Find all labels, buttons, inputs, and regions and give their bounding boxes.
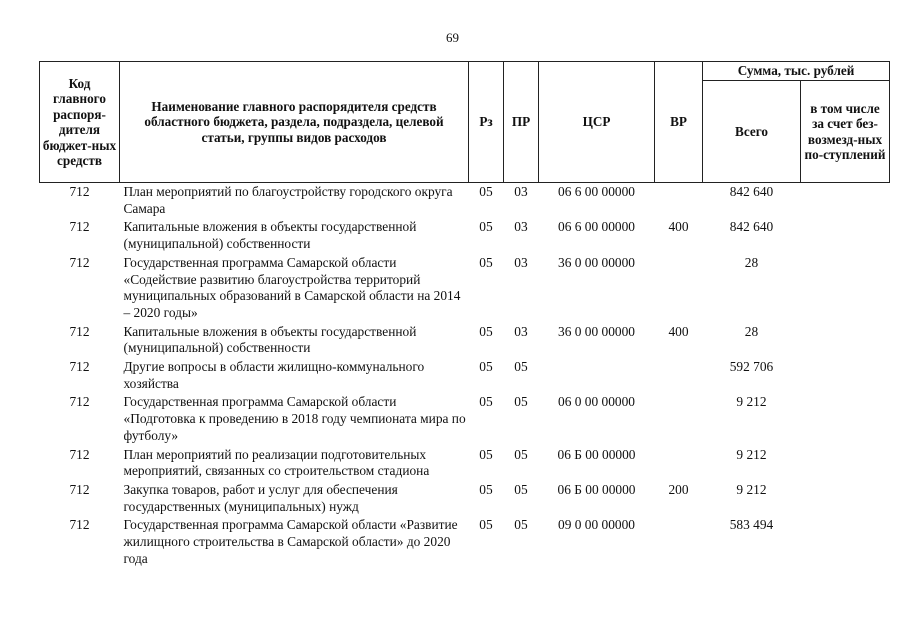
- header-vr: ВР: [655, 62, 703, 183]
- cell-code: 712: [69, 481, 90, 497]
- table-row: [40, 218, 890, 253]
- cell-name: Закупка товаров, работ и услуг для обеспечения государственных (муниципальных) нужд: [123, 481, 398, 514]
- cell-pr: 03: [514, 184, 528, 199]
- cell-csr: 06 6 00 00000: [558, 184, 635, 199]
- cell-rz: 05: [479, 219, 493, 235]
- cell-name: Государственная программа Самарской области «Содействие развитию благоустройства территорий муниципальных образований в Самарской области на 2014 – 2020 годы»: [123, 254, 461, 320]
- cell-csr: 09 0 00 00000: [558, 517, 635, 533]
- cell-pr: 05: [514, 481, 528, 497]
- cell-rz: 05: [479, 359, 493, 375]
- cell-vr: [655, 393, 703, 445]
- cell-rz: 05: [479, 254, 493, 270]
- cell-pr: 05: [514, 446, 528, 462]
- cell-rz: 05: [479, 481, 493, 497]
- cell-code: 712: [69, 359, 90, 375]
- cell-name: Другие вопросы в области жилищно-коммунального хозяйства: [123, 359, 425, 391]
- cell-total: 28: [744, 254, 759, 270]
- header-name: Наименование главного распорядителя средств областного бюджета, раздела, подраздела, целевой статьи, группы видов расходов: [120, 62, 469, 183]
- cell-incl: [801, 446, 890, 481]
- cell-incl: [801, 218, 890, 253]
- cell-vr: [655, 183, 703, 219]
- cell-incl: [801, 254, 890, 323]
- table-row: [40, 254, 890, 323]
- cell-pr: 03: [514, 323, 528, 339]
- cell-code: 712: [69, 394, 90, 410]
- table-row: [40, 323, 890, 358]
- cell-csr: 06 0 00 00000: [558, 394, 635, 410]
- cell-rz: 05: [479, 323, 493, 339]
- cell-name: Капитальные вложения в объекты государственной (муниципальной) собственности: [123, 219, 417, 252]
- cell-incl: [801, 393, 890, 445]
- cell-total: 842 640: [729, 184, 774, 199]
- table-row: [40, 481, 890, 516]
- cell-vr: [655, 358, 703, 393]
- header-sum-group: Сумма, тыс. рублей: [703, 62, 890, 81]
- cell-csr: 06 Б 00 00000: [557, 481, 636, 497]
- cell-rz: 05: [479, 394, 493, 410]
- cell-pr: 05: [514, 359, 528, 375]
- cell-pr: 03: [514, 254, 528, 270]
- cell-name: Государственная программа Самарской области «Развитие жилищного строительства в Самарской области» до 2020 года: [123, 517, 458, 566]
- cell-code: 712: [69, 446, 90, 462]
- cell-name: План мероприятий по благоустройству городского округа Самара: [123, 184, 453, 216]
- table-row: [40, 516, 890, 568]
- header-incl: в том числе за счет без-возмезд-ных по-ступлений: [801, 81, 890, 183]
- cell-csr: 06 Б 00 00000: [557, 446, 636, 462]
- cell-vr: 400: [668, 323, 689, 339]
- cell-csr: 36 0 00 00000: [558, 254, 635, 270]
- cell-total: 583 494: [729, 517, 774, 533]
- table-row: [40, 446, 890, 481]
- cell-vr: 200: [668, 481, 689, 497]
- cell-name: План мероприятий по реализации подготовительных мероприятий, связанных со строительством стадиона: [123, 446, 430, 479]
- cell-total: 592 706: [729, 359, 774, 375]
- cell-code: 712: [69, 219, 90, 235]
- cell-incl: [801, 183, 890, 219]
- cell-vr: [655, 254, 703, 323]
- cell-csr: 06 6 00 00000: [558, 219, 635, 235]
- cell-csr: [539, 358, 655, 393]
- cell-vr: [655, 446, 703, 481]
- cell-code: 712: [69, 323, 90, 339]
- cell-code: 712: [69, 254, 90, 270]
- cell-total: 9 212: [736, 394, 767, 410]
- cell-incl: [801, 481, 890, 516]
- budget-table: [39, 61, 890, 568]
- cell-vr: 400: [668, 219, 689, 235]
- header-code: Код главного распоря-дителя бюджет-ных средств: [40, 62, 120, 183]
- table-row: [40, 183, 890, 219]
- cell-incl: [801, 516, 890, 568]
- cell-rz: 05: [479, 517, 493, 533]
- cell-incl: [801, 358, 890, 393]
- cell-pr: 05: [514, 517, 528, 533]
- header-rz: Рз: [469, 62, 504, 183]
- cell-pr: 03: [514, 219, 528, 235]
- cell-rz: 05: [479, 184, 493, 199]
- cell-total: 842 640: [729, 219, 774, 235]
- cell-name: Капитальные вложения в объекты государственной (муниципальной) собственности: [123, 323, 417, 356]
- cell-vr: [655, 516, 703, 568]
- cell-csr: 36 0 00 00000: [558, 323, 635, 339]
- cell-code: 712: [69, 517, 90, 533]
- cell-total: 9 212: [736, 446, 767, 462]
- cell-name: Государственная программа Самарской области «Подготовка к проведению в 2018 году чемпионата мира по футболу»: [123, 394, 466, 443]
- header-csr: ЦСР: [539, 62, 655, 183]
- cell-total: 9 212: [736, 481, 767, 497]
- table-row: [40, 358, 890, 393]
- cell-total: 28: [744, 323, 759, 339]
- header-total: Всего: [703, 81, 801, 183]
- cell-incl: [801, 323, 890, 358]
- page-number: 69: [446, 30, 459, 45]
- cell-rz: 05: [479, 446, 493, 462]
- cell-code: 712: [69, 184, 90, 199]
- cell-pr: 05: [514, 394, 528, 410]
- header-pr: ПР: [504, 62, 539, 183]
- table-row: [40, 393, 890, 445]
